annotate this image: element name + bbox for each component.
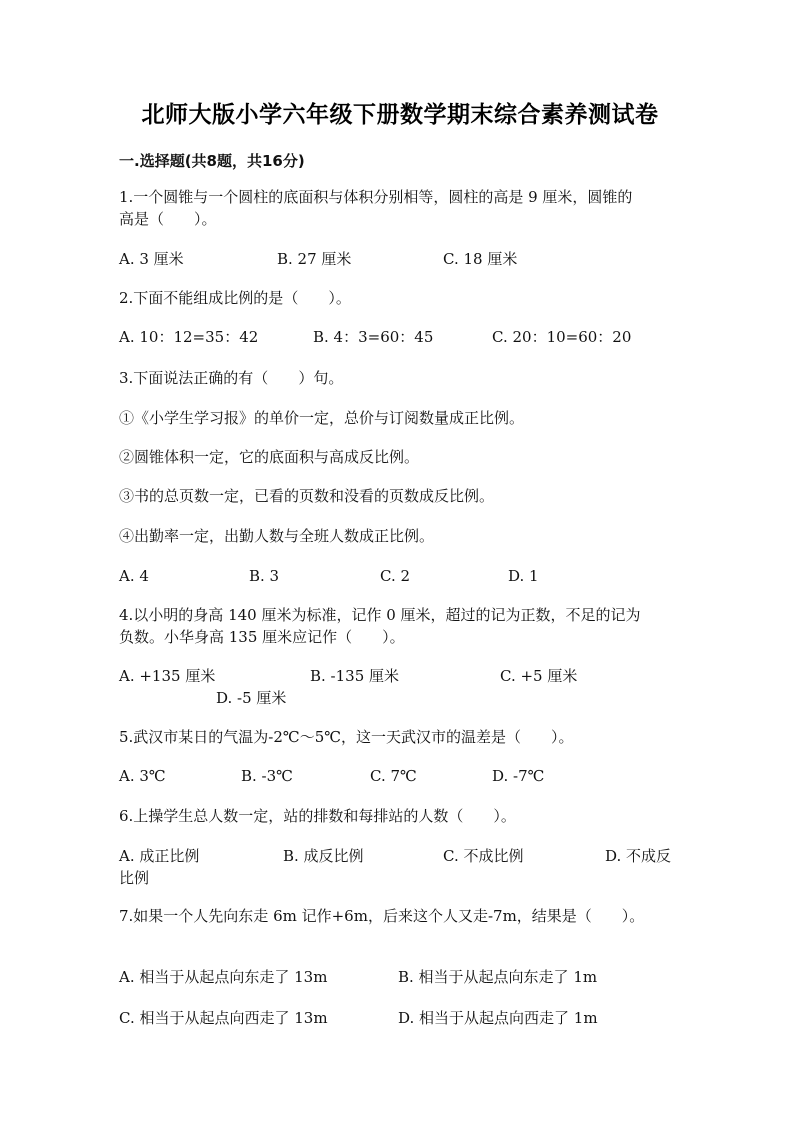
question-3-option-b: B. 3	[249, 567, 280, 585]
question-5-option-c: C. 7℃	[370, 767, 417, 785]
question-6-option-b: B. 成反比例	[283, 847, 364, 865]
question-2-stem: 2.下面不能组成比例的是（ ）。	[119, 289, 351, 307]
question-5-option-b: B. -3℃	[241, 767, 293, 785]
question-5-option-a: A. 3℃	[119, 767, 166, 785]
question-3-option-a: A. 4	[119, 567, 149, 585]
question-7-stem: 7.如果一个人先向东走 6m 记作+6m，后来这个人又走-7m，结果是（ ）。	[119, 907, 645, 925]
question-4-option-b: B. -135 厘米	[310, 667, 400, 685]
question-7-option-b: B. 相当于从起点向东走了 1m	[398, 968, 598, 986]
question-7-option-d: D. 相当于从起点向西走了 1m	[398, 1009, 598, 1027]
question-3-statement-4: ④出勤率一定，出勤人数与全班人数成正比例。	[119, 527, 435, 545]
question-2-option-a: A. 10：12=35：42	[119, 328, 259, 346]
question-2-option-c: C. 20：10=60：20	[492, 328, 632, 346]
question-3-statement-3: ③书的总页数一定，已看的页数和没看的页数成反比例。	[119, 487, 495, 505]
question-4-option-a: A. +135 厘米	[119, 667, 216, 685]
question-1-stem-line-1: 1.一个圆锥与一个圆柱的底面积与体积分别相等，圆柱的高是 9 厘米，圆锥的	[119, 188, 633, 206]
question-4-option-c: C. +5 厘米	[500, 667, 578, 685]
question-3-statement-1: ①《小学生学习报》的单价一定，总价与订阅数量成正比例。	[119, 409, 525, 427]
question-1-option-a: A. 3 厘米	[119, 250, 184, 268]
question-4-stem-line-2: 负数。小华身高 135 厘米应记作（ ）。	[119, 628, 405, 646]
page-title: 北师大版小学六年级下册数学期末综合素养测试卷	[141, 102, 659, 128]
question-7-option-c: C. 相当于从起点向西走了 13m	[119, 1009, 328, 1027]
question-5-stem: 5.武汉市某日的气温为-2℃～5℃，这一天武汉市的温差是（ ）。	[119, 728, 574, 746]
question-6-option-d-wrap: 比例	[119, 869, 150, 887]
question-3-option-d: D. 1	[508, 567, 539, 585]
question-3-stem: 3.下面说法正确的有（ ）句。	[119, 369, 344, 387]
question-5-option-d: D. -7℃	[492, 767, 545, 785]
question-1-option-c: C. 18 厘米	[443, 250, 518, 268]
question-7-option-a: A. 相当于从起点向东走了 13m	[119, 968, 328, 986]
question-6-option-d: D. 不成反	[605, 847, 672, 865]
question-1-stem-line-2: 高是（ ）。	[119, 210, 217, 228]
question-6-option-c: C. 不成比例	[443, 847, 524, 865]
question-3-statement-2: ②圆锥体积一定，它的底面积与高成反比例。	[119, 448, 420, 466]
question-2-option-b: B. 4：3=60：45	[313, 328, 434, 346]
question-6-option-a: A. 成正比例	[119, 847, 200, 865]
question-1-option-b: B. 27 厘米	[277, 250, 352, 268]
question-4-option-d: D. -5 厘米	[216, 689, 287, 707]
question-4-stem-line-1: 4.以小明的身高 140 厘米为标准，记作 0 厘米，超过的记为正数，不足的记为	[119, 606, 641, 624]
question-6-stem: 6.上操学生总人数一定，站的排数和每排站的人数（ ）。	[119, 807, 516, 825]
question-3-option-c: C. 2	[380, 567, 411, 585]
section-heading: 一.选择题(共8题，共16分)	[119, 152, 305, 170]
